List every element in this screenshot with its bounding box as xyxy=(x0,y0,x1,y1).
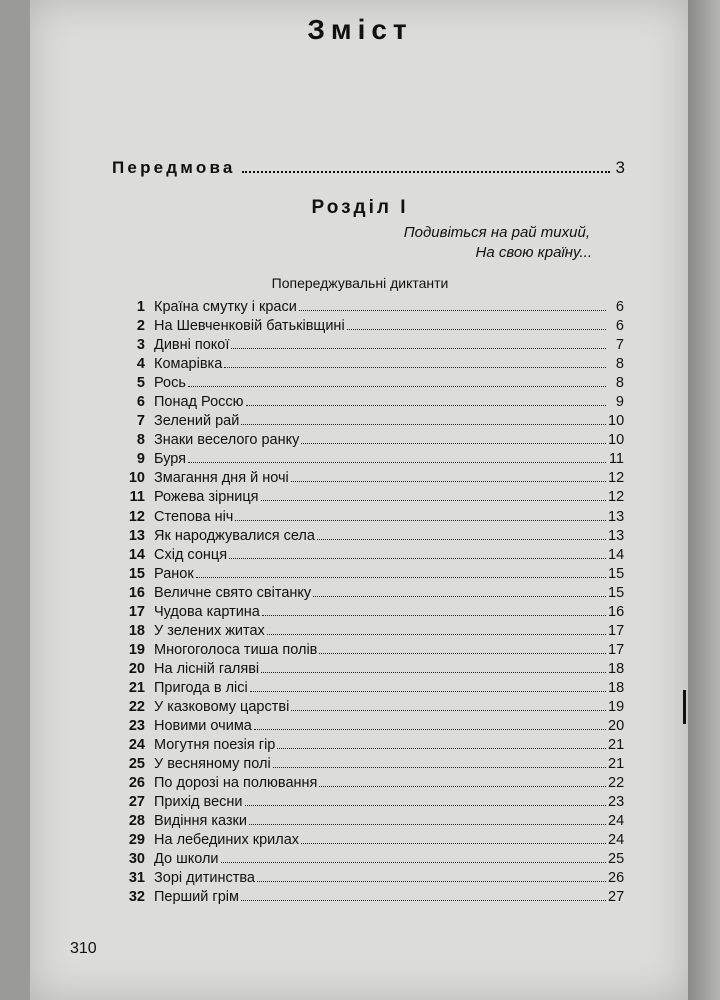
toc-item-number: 30 xyxy=(128,851,145,868)
toc-item-number: 5 xyxy=(136,375,145,392)
toc-item-page: 14 xyxy=(608,546,625,563)
toc-item-number: 10 xyxy=(128,470,145,487)
toc-item-title: Степова ніч xyxy=(154,508,234,525)
toc-item-number: 8 xyxy=(136,432,145,449)
toc-item-title: У казковому царстві xyxy=(154,698,290,715)
dot-leader xyxy=(291,468,606,482)
toc-item xyxy=(110,754,624,773)
toc-item-number: 12 xyxy=(128,508,145,525)
toc-item-page: 26 xyxy=(608,870,625,887)
dot-leader xyxy=(235,507,606,521)
dot-leader xyxy=(188,373,606,387)
toc-item-title: Перший грім xyxy=(154,889,239,906)
toc-item-number: 31 xyxy=(128,870,145,887)
toc-item-title: Дивні покої xyxy=(154,337,230,354)
toc-item-page: 25 xyxy=(608,851,625,868)
toc-item-number: 32 xyxy=(128,889,145,906)
toc-item xyxy=(110,564,624,583)
toc-item-page: 6 xyxy=(615,318,624,335)
toc-item-page: 13 xyxy=(608,508,625,525)
toc-item-number: 20 xyxy=(128,660,145,677)
toc-item xyxy=(110,583,624,602)
toc-item-page: 17 xyxy=(608,641,625,658)
section-heading: Розділ І xyxy=(311,197,409,218)
margin-mark xyxy=(683,690,686,724)
dot-leader xyxy=(231,335,606,349)
toc-item-page: 24 xyxy=(608,813,625,830)
toc-item-title: Буря xyxy=(154,451,187,468)
page-number: 310 xyxy=(70,940,97,957)
dot-leader xyxy=(254,716,606,730)
toc-item-title: Комарівка xyxy=(154,356,223,373)
dot-leader xyxy=(221,849,606,863)
toc-item xyxy=(110,811,624,830)
toc-item-title: Прихід весни xyxy=(154,794,243,811)
dot-leader xyxy=(245,792,606,806)
toc-item-number: 13 xyxy=(128,527,145,544)
toc-item-page: 24 xyxy=(608,832,625,849)
toc-item xyxy=(110,392,624,411)
toc-item xyxy=(110,621,624,640)
epigraph-line-2: На свою країну... xyxy=(475,244,592,261)
toc-item-page: 19 xyxy=(608,698,625,715)
dot-leader xyxy=(261,659,606,673)
toc-list xyxy=(110,297,624,907)
toc-item xyxy=(110,792,624,811)
toc-item-title: Пригода в лісі xyxy=(154,679,248,696)
toc-item-page: 7 xyxy=(615,337,624,354)
dot-leader xyxy=(224,354,606,368)
toc-item-page: 18 xyxy=(608,679,625,696)
toc-item xyxy=(110,716,624,735)
dot-leader xyxy=(299,297,606,311)
dot-leader xyxy=(261,487,606,501)
toc-item-page: 12 xyxy=(608,470,625,487)
page-title: Зміст xyxy=(307,14,413,45)
toc-item-number: 14 xyxy=(128,546,145,563)
toc-item-title: Видіння казки xyxy=(154,813,248,830)
toc-item-number: 15 xyxy=(128,565,145,582)
preface-entry xyxy=(112,157,625,178)
dot-leader xyxy=(267,621,606,635)
page-edge xyxy=(688,0,720,1000)
dot-leader xyxy=(313,583,606,597)
toc-item-page: 23 xyxy=(608,794,625,811)
toc-item-title: Рожева зірниця xyxy=(154,489,259,506)
dot-leader xyxy=(241,411,606,425)
dot-leader xyxy=(246,392,606,406)
dot-leader xyxy=(249,811,606,825)
toc-item xyxy=(110,411,624,430)
toc-item-title: По дорозі на полювання xyxy=(154,775,318,792)
toc-item-title: Новими очима xyxy=(154,718,252,735)
dot-leader xyxy=(301,830,606,844)
toc-item-title: Схід сонця xyxy=(154,546,228,563)
toc-item-number: 7 xyxy=(136,413,145,430)
toc-item-number: 3 xyxy=(136,337,145,354)
toc-item-number: 19 xyxy=(128,641,145,658)
toc-item xyxy=(110,697,624,716)
dot-leader xyxy=(188,449,606,463)
toc-item xyxy=(110,887,624,906)
toc-item-page: 21 xyxy=(608,737,625,754)
toc-item-title: На Шевченковій батьківщині xyxy=(154,318,345,335)
toc-item xyxy=(110,354,624,373)
toc-item-title: Многоголоса тиша полів xyxy=(154,641,318,658)
toc-item-number: 2 xyxy=(136,318,145,335)
dot-leader xyxy=(273,754,606,768)
toc-item xyxy=(110,430,624,449)
toc-item-page: 9 xyxy=(615,394,624,411)
toc-item-page: 18 xyxy=(608,660,625,677)
toc-item-number: 16 xyxy=(128,584,145,601)
toc-item-number: 17 xyxy=(128,603,145,620)
toc-item-page: 10 xyxy=(608,432,625,449)
toc-item xyxy=(110,507,624,526)
toc-item-page: 15 xyxy=(608,584,625,601)
toc-item-number: 4 xyxy=(136,356,145,373)
toc-item xyxy=(110,316,624,335)
toc-item-number: 27 xyxy=(128,794,145,811)
toc-item-title: У зелених житах xyxy=(154,622,265,639)
toc-item xyxy=(110,468,624,487)
toc-item-page: 17 xyxy=(608,622,625,639)
toc-item-number: 24 xyxy=(128,737,145,754)
toc-item-title: Ранок xyxy=(154,565,194,582)
toc-item-number: 29 xyxy=(128,832,145,849)
epigraph-line-1: Подивіться на рай тихий, xyxy=(403,224,590,241)
toc-item xyxy=(110,449,624,468)
dot-leader xyxy=(301,430,606,444)
toc-item-title: До школи xyxy=(154,851,219,868)
toc-item-page: 6 xyxy=(615,299,624,315)
toc-item xyxy=(110,526,624,545)
toc-item-title: Чудова картина xyxy=(154,603,260,620)
toc-item xyxy=(110,487,624,506)
toc-item-title: Могутня поезія гір xyxy=(154,737,276,754)
toc-item xyxy=(110,335,624,354)
toc-item-page: 8 xyxy=(615,375,624,392)
subheading: Попереджувальні диктанти xyxy=(271,275,449,291)
toc-item-number: 18 xyxy=(128,622,145,639)
toc-item-title: У весняному полі xyxy=(154,756,271,773)
toc-item-number: 9 xyxy=(136,451,145,468)
dot-leader xyxy=(277,735,606,749)
toc-item-title: Знаки веселого ранку xyxy=(154,432,300,449)
dot-leader xyxy=(319,773,606,787)
toc-item-number: 26 xyxy=(128,775,145,792)
dot-leader xyxy=(319,640,606,654)
toc-item-number: 23 xyxy=(128,718,145,735)
dot-leader xyxy=(241,887,606,901)
dot-leader xyxy=(242,157,610,173)
dot-leader xyxy=(347,316,606,330)
toc-item-page: 22 xyxy=(608,775,625,792)
toc-item xyxy=(110,297,624,316)
toc-item-page: 8 xyxy=(615,356,624,373)
toc-item xyxy=(110,373,624,392)
toc-item xyxy=(110,830,624,849)
toc-item-page: 13 xyxy=(608,527,625,544)
toc-item-page: 15 xyxy=(608,565,625,582)
toc-item-page: 16 xyxy=(608,603,625,620)
toc-item xyxy=(110,640,624,659)
toc-item-title: На лебединих крилах xyxy=(154,832,300,849)
toc-item-number: 25 xyxy=(128,756,145,773)
dot-leader xyxy=(196,564,606,578)
toc-item xyxy=(110,545,624,564)
toc-item-title: Зелений рай xyxy=(154,413,240,430)
dot-leader xyxy=(262,602,606,616)
toc-item-number: 11 xyxy=(129,489,145,506)
preface-label: Передмова xyxy=(112,158,236,177)
toc-item-number: 21 xyxy=(128,679,145,696)
toc-item-number: 28 xyxy=(128,813,145,830)
toc-item-page: 21 xyxy=(608,756,625,773)
preface-page: 3 xyxy=(615,158,625,177)
toc-item xyxy=(110,773,624,792)
toc-item-number: 1 xyxy=(136,299,145,315)
toc-item xyxy=(110,735,624,754)
dot-leader xyxy=(229,545,606,559)
toc-item-number: 22 xyxy=(128,698,145,715)
toc-item-page: 27 xyxy=(608,889,625,906)
toc-item xyxy=(110,868,624,887)
toc-item xyxy=(110,602,624,621)
toc-item-page: 10 xyxy=(608,413,625,430)
toc-item-title: Зорі дитинства xyxy=(154,870,255,887)
toc-item-title: Рось xyxy=(154,375,186,392)
toc-item xyxy=(110,659,624,678)
toc-item xyxy=(110,849,624,868)
dot-leader xyxy=(250,678,606,692)
toc-item-number: 6 xyxy=(136,394,145,411)
dot-leader xyxy=(317,526,606,540)
toc-item-title: Змагання дня й ночі xyxy=(154,470,289,487)
toc-item xyxy=(110,678,624,697)
toc-item-title: Понад Россю xyxy=(154,394,244,411)
toc-item-title: Країна смутку і краси xyxy=(154,299,297,315)
toc-item-title: Величне свято світанку xyxy=(154,584,312,601)
toc-item-page: 20 xyxy=(608,718,625,735)
toc-item-title: На лісній галяві xyxy=(154,660,260,677)
dot-leader xyxy=(257,868,606,882)
dot-leader xyxy=(291,697,606,711)
toc-item-page: 12 xyxy=(608,489,625,506)
toc-item-page: 11 xyxy=(608,451,624,468)
toc-item-title: Як народжувалися села xyxy=(154,527,315,544)
